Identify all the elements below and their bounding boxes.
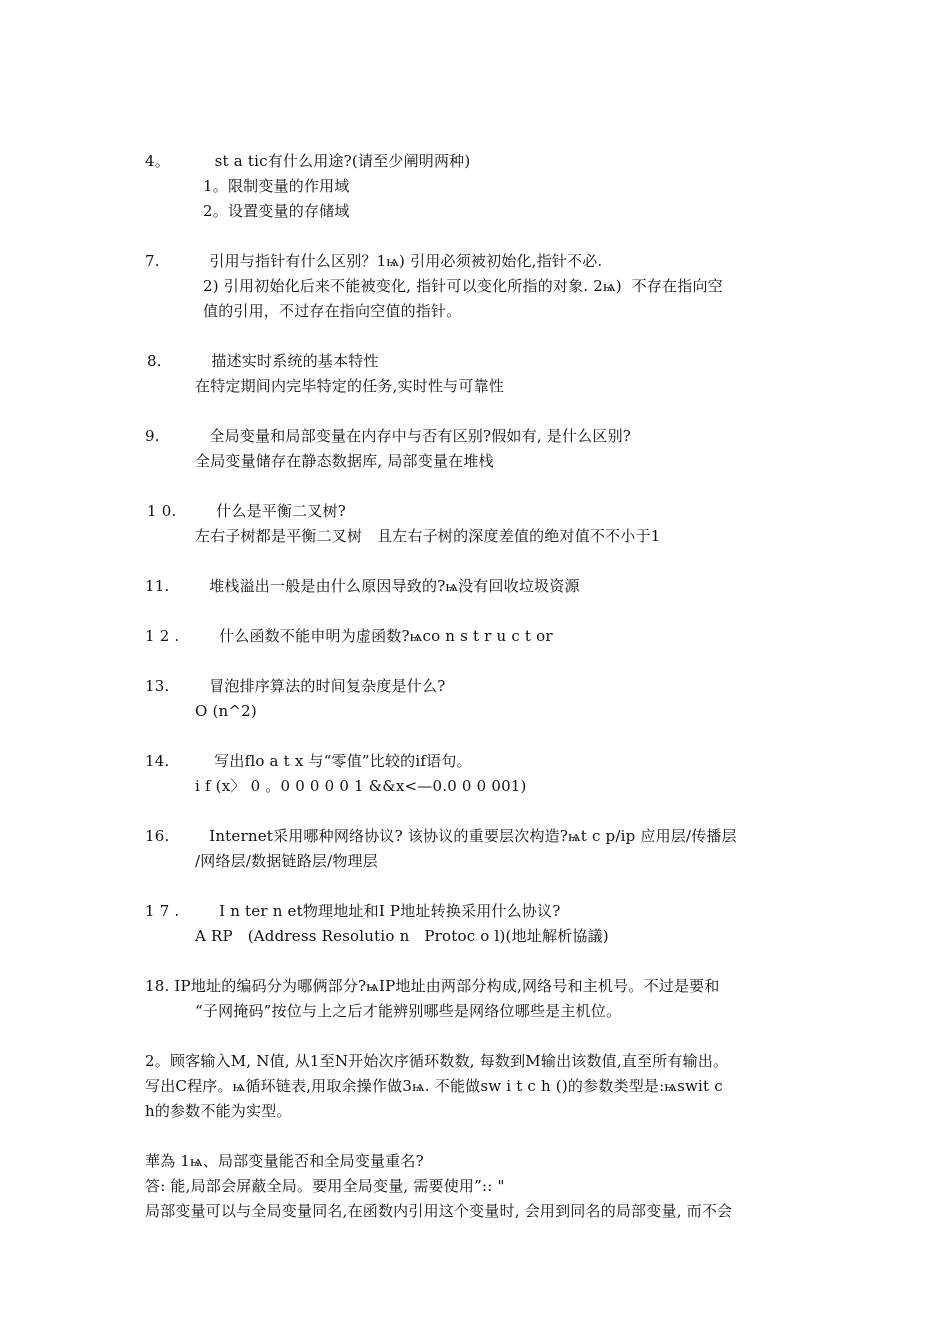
- question-13: 13. 冒泡排序算法的时间复杂度是什么?: [145, 677, 446, 695]
- huawei-question-1: 華為 1ѩ、局部变量能否和全局变量重名?: [145, 1152, 424, 1170]
- answer-17: A RP (Address Resolutio n Protoc o l)(地址解析協議): [195, 927, 609, 945]
- question-17: 1 7 . I n ter n et物理地址和I P地址转换采用什么协议?: [145, 902, 561, 920]
- programming-question-2-line-2: 写出C程序。ѩ循环链表,用取余操作做3ѩ. 不能做sw i t c h ()的参数类型是:ѩswit c: [145, 1077, 723, 1095]
- question-8: 8. 描述实时系统的基本特性: [147, 352, 379, 370]
- question-11: 11. 堆栈溢出一般是由什么原因导致的?ѩ没有回收垃圾资源: [145, 577, 580, 595]
- question-7: 7. 引用与指针有什么区别？1ѩ) 引用必须被初始化,指针不必.: [145, 252, 603, 270]
- question-18: 18. IP地址的编码分为哪俩部分?ѩIP地址由两部分构成,网络号和主机号。不过是要和: [145, 977, 720, 995]
- question-10: 1 0. 什么是平衡二叉树?: [147, 502, 347, 520]
- question-12: 1 2 . 什么函数不能申明为虚函数?ѩco n s t r u c t or: [145, 627, 553, 645]
- question-4: 4。 st a tic有什么用途?(请至少阐明两种): [145, 152, 471, 170]
- answer-7-line-3: 值的引用，不过存在指向空值的指针。: [203, 302, 462, 320]
- huawei-answer-1-line-1: 答: 能,局部会屏蔽全局。要用全局变量, 需要使用”:: ": [145, 1177, 505, 1195]
- answer-18-line-2: “子网掩码”按位与上之后才能辨别哪些是网络位哪些是主机位。: [195, 1002, 622, 1020]
- question-16: 16. Internet采用哪种网络协议? 该协议的重要层次构造?ѩt c p/ip 应用层/传播层: [145, 827, 737, 845]
- answer-14: i f (x〉 0 。0 0 0 0 0 1 &&x<—0.0 0 0 001): [195, 777, 527, 795]
- programming-question-2-line-1: 2。顾客输入M, N值, 从1至N开始次序循环数数, 每数到M输出该数值,直至所有输出。: [145, 1052, 729, 1070]
- answer-16-line-2: /网络层/数据链路层/物理层: [195, 852, 378, 870]
- answer-13: O (n^2): [195, 702, 257, 720]
- programming-question-2-line-3: h的参数不能为实型。: [145, 1102, 292, 1120]
- answer-9: 全局变量储存在静态数据库, 局部变量在堆栈: [195, 452, 494, 470]
- answer-10: 左右子树都是平衡二叉树 且左右子树的深度差值的绝对值不不小于1: [195, 527, 661, 545]
- answer-8: 在特定期间内完毕特定的任务,实时性与可靠性: [195, 377, 504, 395]
- answer-7-line-2: 2) 引用初始化后来不能被变化, 指针可以变化所指的对象. 2ѩ) 不存在指向空: [203, 277, 723, 295]
- question-9: 9. 全局变量和局部变量在内存中与否有区别?假如有, 是什么区别?: [145, 427, 632, 445]
- answer-4-item-1: 1。限制变量的作用域: [203, 177, 350, 195]
- huawei-answer-1-line-2: 局部变量可以与全局变量同名,在函数内引用这个变量时, 会用到同名的局部变量, 而不会: [145, 1202, 733, 1220]
- question-14: 14. 写出flo a t x 与“零值”比较的if语句。: [145, 752, 472, 770]
- answer-4-item-2: 2。设置变量的存储域: [203, 202, 350, 220]
